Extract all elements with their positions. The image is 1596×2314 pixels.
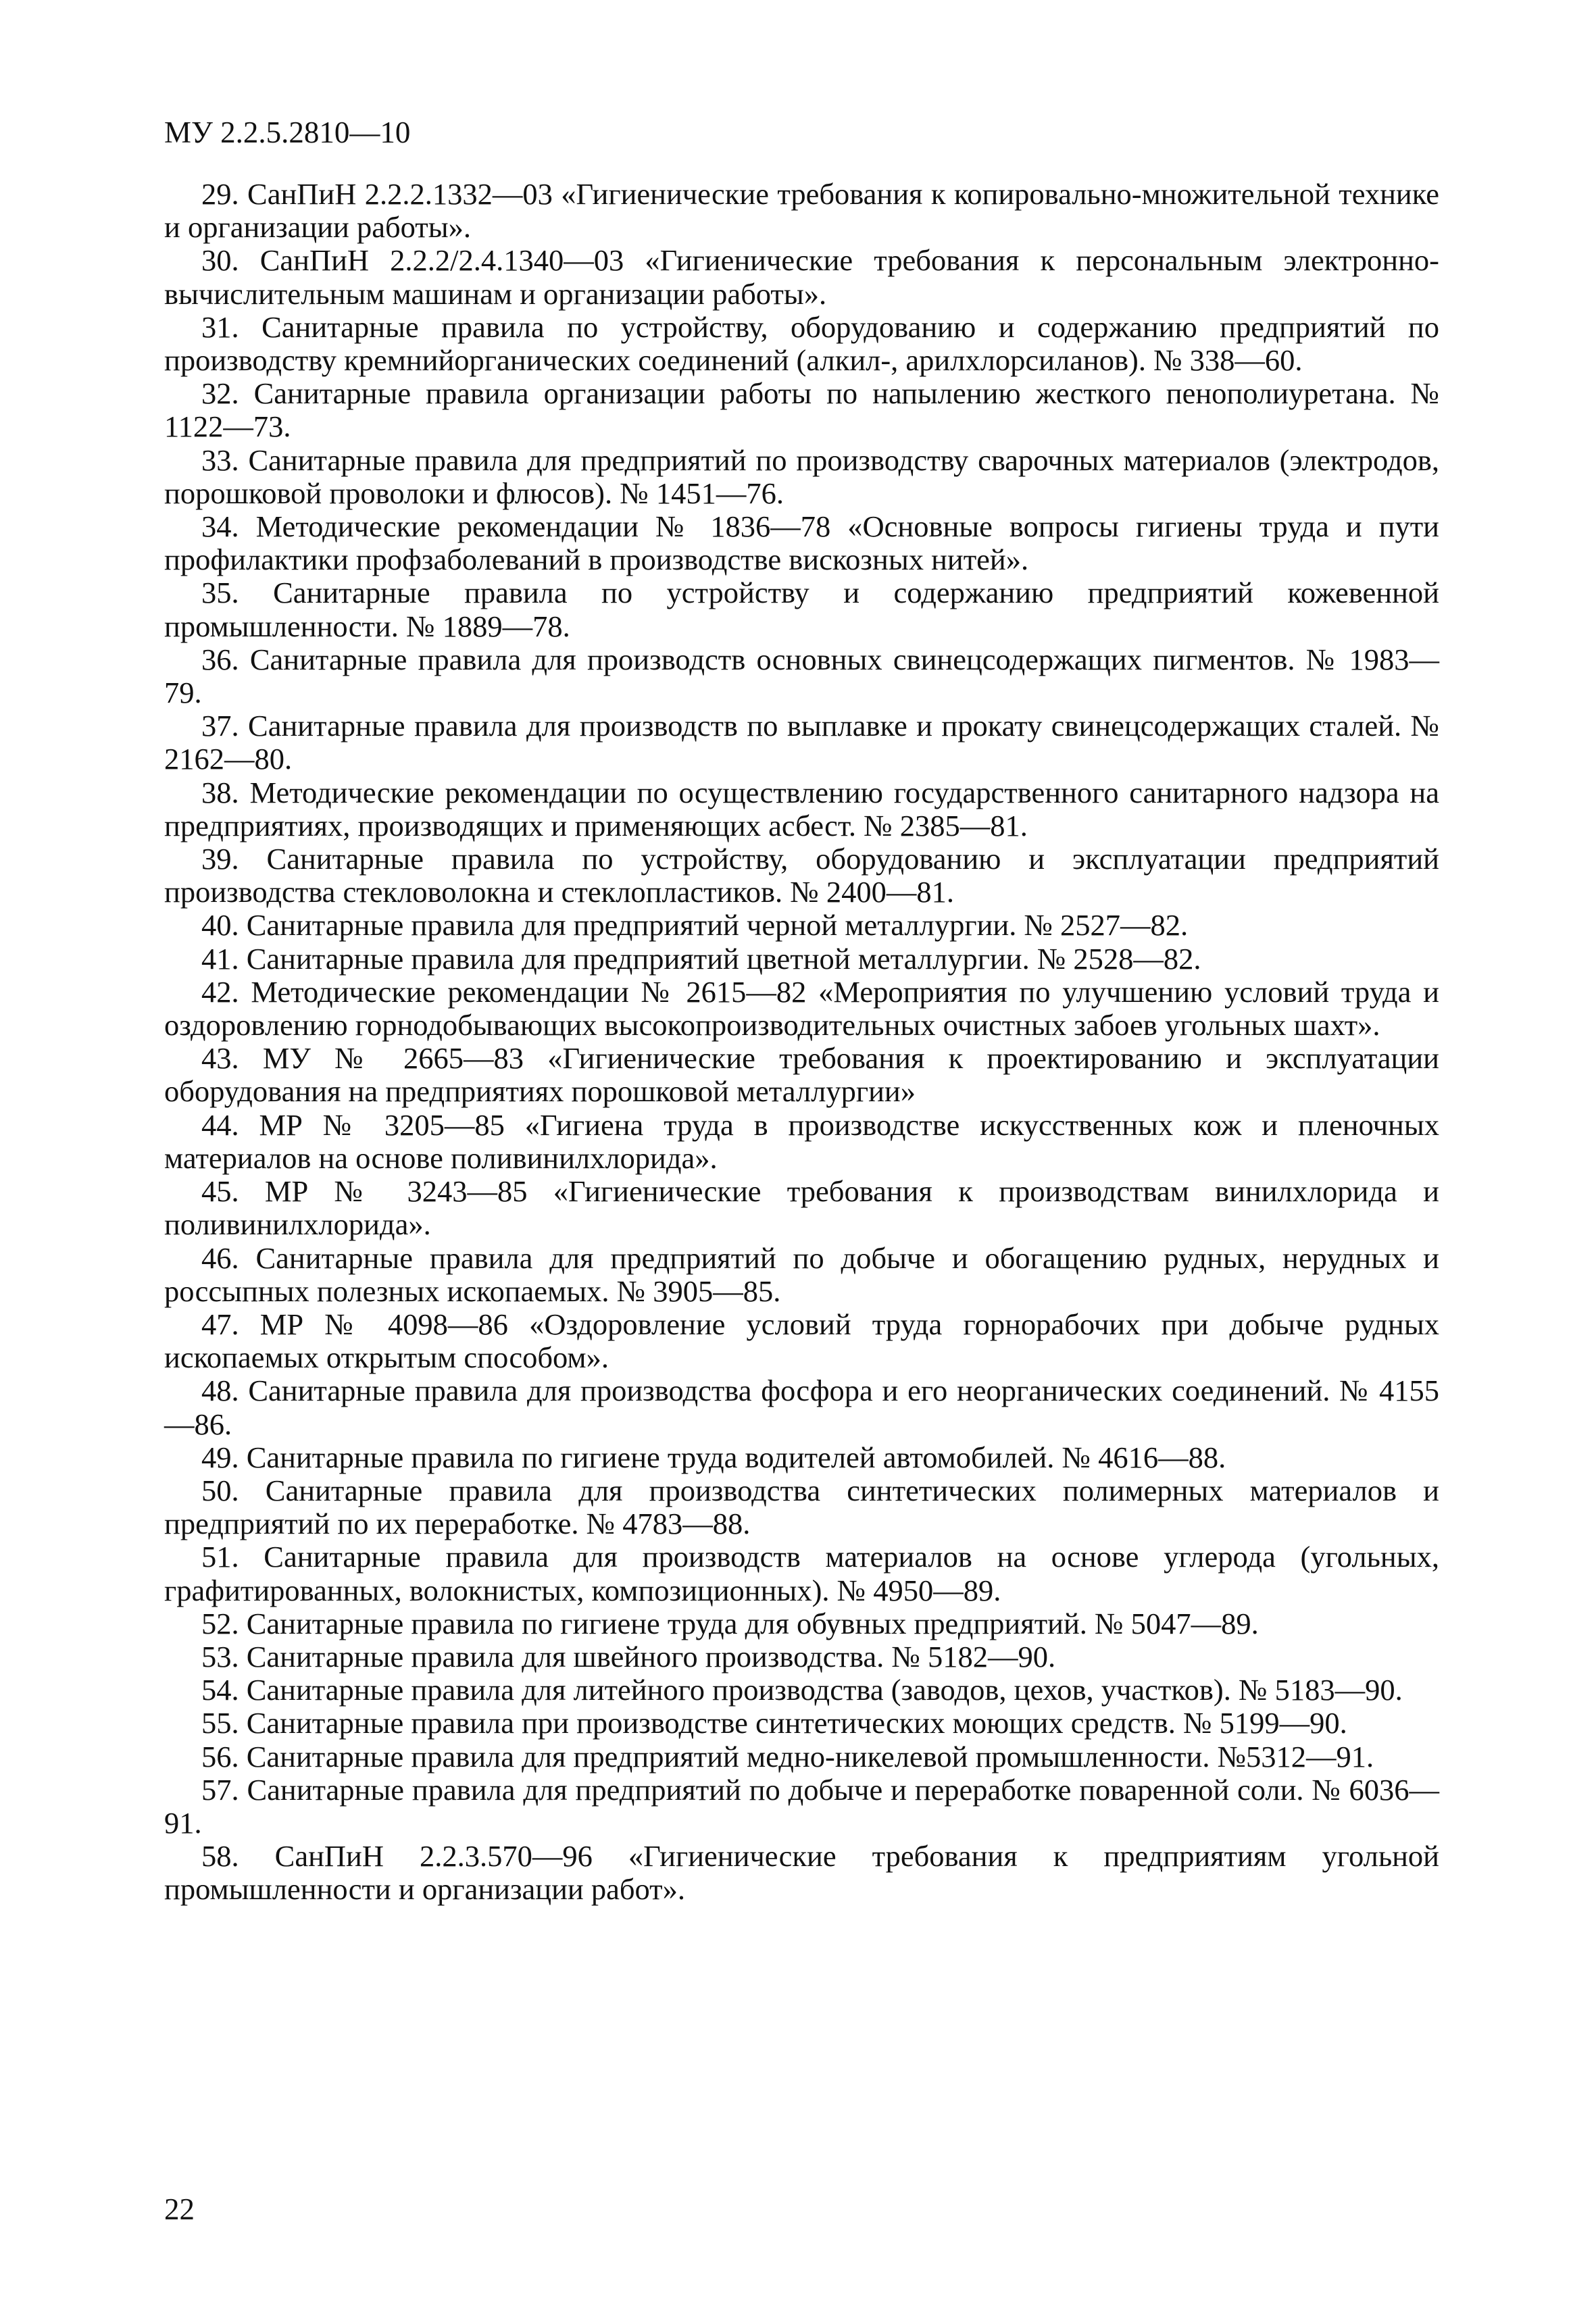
list-item: 35. Санитарные правила по устройству и содержанию предприятий кожевенной промышленности. № 1889—78. — [164, 576, 1439, 643]
list-item: 44. МР № 3205—85 «Гигиена труда в производстве искусственных кож и пленочных материалов на основе поливинилхлорида». — [164, 1107, 1439, 1175]
list-item: 32. Санитарные правила организации работы по напылению жесткого пенополиуретана. № 1122—73. — [164, 376, 1439, 444]
list-item: 50. Санитарные правила для производства синтетических полимерных материалов и предприятий по их переработке. № 4783—88. — [164, 1473, 1439, 1541]
list-item: 43. МУ № 2665—83 «Гигиенические требования к проектированию и эксплуатации оборудования на предприятиях порошковой металлургии» — [164, 1041, 1439, 1109]
list-item: 51. Санитарные правила для производств материалов на основе углерода (угольных, графитированных, волокнистых, композиционных). № 4950—89. — [164, 1540, 1439, 1607]
list-item: 31. Санитарные правила по устройству, оборудованию и содержанию предприятий по производству кремнийорганических соединений (алкил-, арилхлорсиланов). № 338—60. — [164, 309, 1439, 378]
list-item: 54. Санитарные правила для литейного производства (заводов, цехов, участков). № 5183—90. — [201, 1673, 1403, 1707]
list-item: 46. Санитарные правила для предприятий по добыче и обогащению рудных, нерудных и россыпных полезных ископаемых. № 3905—85. — [164, 1240, 1439, 1308]
list-item: 38. Методические рекомендации по осуществлению государственного санитарного надзора на предприятиях, производящих и применяющих асбест. № 2385—81. — [164, 775, 1439, 842]
list-item: 30. СанПиН 2.2.2/2.4.1340—03 «Гигиенические требования к персональным электронно-вычислительным машинам и организации работы». — [164, 243, 1439, 311]
list-item: 33. Санитарные правила для предприятий по производству сварочных материалов (электродов, порошковой проволоки и флюсов). № 1451—76. — [164, 443, 1439, 510]
list-item: 34. Методические рекомендации № 1836—78 «Основные вопросы гигиены труда и пути профилактики профзаболеваний в производстве вискозных нитей». — [164, 509, 1439, 577]
list-item: 29. СанПиН 2.2.2.1332—03 «Гигиенические требования к копировально-множительной технике и организации работы». — [164, 177, 1439, 245]
list-item: 37. Санитарные правила для производств по выплавке и прокату свинецсодержащих сталей. № 2162—80. — [164, 709, 1439, 776]
list-item: 36. Санитарные правила для производств основных свинецсодержащих пигментов. № 1983—79. — [164, 642, 1439, 710]
list-item: 55. Санитарные правила при производстве синтетических моющих средств. № 5199—90. — [201, 1706, 1347, 1740]
list-item: 47. МР № 4098—86 «Оздоровление условий труда горнорабочих при добыче рудных ископаемых открытым способом». — [164, 1307, 1439, 1375]
list-item: 41. Санитарные правила для предприятий цветной металлургии. № 2528—82. — [201, 941, 1201, 976]
list-item: 58. СанПиН 2.2.3.570—96 «Гигиенические требования к предприятиям угольной промышленности и организации работ». — [164, 1839, 1439, 1907]
list-item: 42. Методические рекомендации № 2615—82 «Мероприятия по улучшению условий труда и оздоровлению горнодобывающих высокопроизводительных очистных забоев угольных шахт». — [164, 974, 1439, 1042]
page-number: 22 — [164, 2192, 195, 2226]
list-item: 56. Санитарные правила для предприятий медно-никелевой промышленности. №5312—91. — [201, 1739, 1374, 1774]
list-item: 45. МР № 3243—85 «Гигиенические требования к производствам винилхлорида и поливинилхлорида». — [164, 1174, 1439, 1242]
list-item: 39. Санитарные правила по устройству, оборудованию и эксплуатации предприятий производства стекловолокна и стеклопластиков. № 2400—81. — [164, 842, 1439, 909]
list-item: 53. Санитарные правила для швейного производства. № 5182—90. — [201, 1639, 1056, 1674]
list-item: 57. Санитарные правила для предприятий по добыче и переработке поваренной соли. № 6036—91. — [164, 1772, 1439, 1840]
reference-list — [164, 178, 1439, 1907]
list-item: 48. Санитарные правила для производства фосфора и его неорганических соединений. № 4155—86. — [164, 1374, 1439, 1441]
list-item: 49. Санитарные правила по гигиене труда водителей автомобилей. № 4616—88. — [201, 1440, 1226, 1474]
document-code: МУ 2.2.5.2810—10 — [164, 116, 411, 149]
list-item: 40. Санитарные правила для предприятий черной металлургии. № 2527—82. — [201, 908, 1189, 942]
list-item: 52. Санитарные правила по гигиене труда для обувных предприятий. № 5047—89. — [201, 1606, 1259, 1640]
